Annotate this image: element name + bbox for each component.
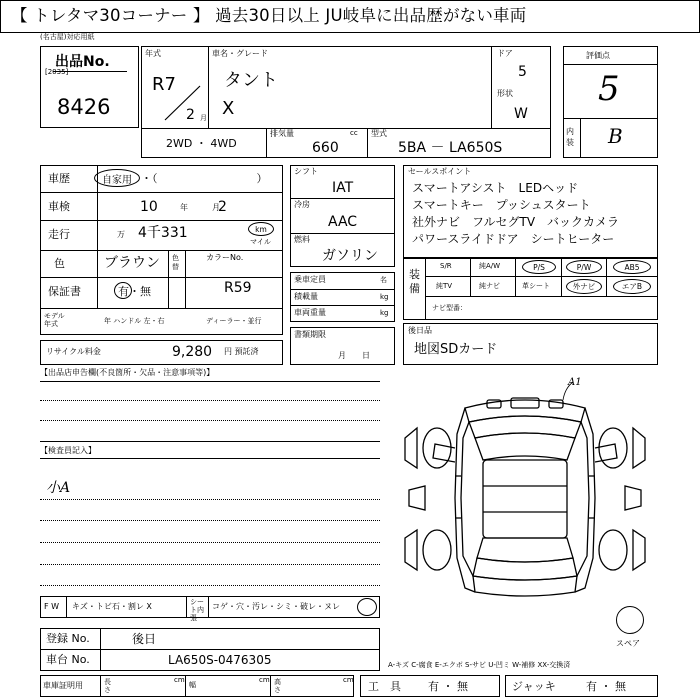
year-month: 2: [186, 107, 195, 123]
spare-label: スペア: [616, 639, 640, 648]
sales-line: スマートキー プッシュスタート: [412, 198, 591, 212]
fw-label: F W: [44, 602, 60, 611]
year-label: 年式: [145, 49, 161, 58]
weight-unit: kg: [380, 309, 389, 317]
handle-label: 年 ハンドル 左・右: [104, 317, 165, 325]
history-circle: [94, 169, 140, 187]
equip-ab: AB5: [624, 262, 640, 272]
equip-ps: P/S: [533, 262, 545, 272]
top-banner: [0, 0, 700, 33]
diagram-mark: A1: [568, 377, 582, 388]
score-value: 5: [598, 69, 620, 109]
lot-box: [40, 46, 139, 128]
interior-value: B: [608, 124, 623, 148]
fuel-label: 燃料: [294, 235, 310, 244]
seat-mark-circle: [357, 598, 377, 616]
shape-label: 形状: [497, 89, 513, 98]
history-label: 車歴: [48, 172, 70, 185]
equip-ps-circle: [522, 260, 556, 274]
spare-circle: [616, 606, 644, 634]
car-diagram: [395, 378, 655, 610]
dealer-label: ディーラー・並行: [206, 317, 262, 325]
model-code: 5BA － LA650S: [398, 140, 503, 156]
km-circle: [248, 222, 274, 236]
lot-number: 8426: [57, 95, 111, 119]
inspection-month: 2: [218, 199, 227, 215]
lot-label: 出品No.: [55, 54, 110, 70]
cc-unit: cc: [350, 129, 358, 137]
equip-aw: 純A/W: [479, 262, 501, 270]
banner-text: 【 トレタマ30コーナー 】 過去30日以上 JU岐阜に出品歴がない車両: [11, 6, 527, 25]
ac-label: 冷房: [294, 200, 310, 209]
car-name: タント: [224, 70, 278, 91]
ac-value: AAC: [328, 214, 358, 230]
equip-airb-circle: [613, 279, 651, 294]
later-label: 後日品: [408, 326, 432, 335]
interior-label: 内装: [566, 127, 574, 147]
length-label: 長さ: [104, 678, 111, 694]
equip-airb: エアB: [621, 282, 643, 291]
month-unit: 月: [200, 114, 207, 122]
model-label: 型式: [371, 129, 387, 138]
expiry-units: 月 日: [338, 351, 370, 360]
drive-type: 2WD ・ 4WD: [166, 137, 237, 150]
expiry-label: 書類期限: [294, 330, 326, 339]
load-unit: kg: [380, 293, 389, 301]
warranty-label: 保証書: [48, 285, 81, 298]
equip-extnavi-circle: [566, 279, 602, 294]
mileage-label: 走行: [48, 228, 70, 241]
equip-pw: P/W: [576, 262, 592, 272]
shift-label: シフト: [294, 167, 318, 176]
tools-label: 工 具: [368, 680, 401, 693]
sales-line: パワースライドドア シートヒーター: [412, 232, 615, 246]
equip-navi: 純ナビ: [479, 282, 500, 290]
disp-label: 排気量: [270, 129, 294, 138]
displacement-value: 660: [312, 140, 339, 156]
shift-value: IAT: [332, 180, 354, 196]
color-label: 色: [54, 257, 65, 270]
mileage-man: 万: [117, 230, 125, 239]
weight-label: 車両重量: [294, 308, 326, 317]
equip-tv: 純TV: [436, 282, 453, 290]
color-change-label: 色替: [172, 254, 179, 271]
inspection-units: 年 月: [180, 203, 220, 212]
width-label: 幅: [189, 681, 196, 689]
seller-notes-label: 【出品店申告欄(不良箇所・欠品・注意事項等)】: [40, 368, 215, 377]
later-value: 地図SDカード: [414, 342, 498, 357]
colorno-label: カラーNo.: [206, 253, 244, 262]
chassis-value: LA650S-0476305: [168, 653, 272, 667]
colorno-value: R59: [224, 280, 252, 296]
navi-model-label: ナビ型番：: [432, 304, 467, 312]
inspection-year: 10: [140, 199, 158, 215]
recycle-label: リサイクル料金: [46, 347, 101, 356]
inspector-note: 小A: [46, 480, 71, 496]
doors-value: 5: [518, 64, 527, 80]
name-label: 車名・グレード: [212, 49, 268, 58]
mileage-value: 4千331: [138, 225, 188, 241]
seat-label: シート内張: [190, 598, 204, 622]
tools-value: 有 ・ 無: [428, 680, 468, 693]
year-slash: [160, 82, 205, 124]
length-unit: cm: [174, 676, 185, 684]
equip-pw-circle: [566, 260, 602, 274]
history-rest: ・（ ）: [141, 172, 268, 185]
jack-value: 有 ・ 無: [586, 680, 626, 693]
equip-ab-circle: [613, 260, 651, 274]
capacity-unit: 名: [380, 276, 387, 284]
sales-label: セールスポイント: [408, 167, 472, 176]
equip-leather: 革シート: [522, 282, 550, 290]
color-value: ブラウン: [104, 255, 160, 271]
equipment-label: 装備: [409, 268, 420, 295]
form-subtitle: (名古屋)対応用紙: [40, 33, 95, 41]
width-unit: cm: [259, 676, 270, 684]
warranty-value: 有・無: [118, 285, 151, 298]
load-label: 積載量: [294, 292, 318, 301]
recycle-value: 9,280: [172, 344, 213, 360]
history-value: 自家用: [102, 174, 132, 186]
capacity-label: 乗車定員: [294, 275, 326, 284]
mile-unit: マイル: [250, 238, 271, 246]
damage-legend: A-キズ C-腐食 E-エクボ S-サビ U-凹ミ W-補修 XX-交換済: [388, 661, 571, 669]
reg-value: 後日: [132, 632, 157, 646]
fw-text: キズ・トビ石・割レ X: [72, 602, 152, 611]
chassis-label: 車台 No.: [46, 653, 90, 666]
year-era: R7: [152, 74, 176, 95]
inspection-label: 車検: [48, 200, 70, 213]
lot-small: [2035]: [45, 68, 69, 76]
equip-extnavi: 外ナビ: [572, 282, 596, 291]
inspector-label: 【検査員記入】: [40, 446, 96, 455]
jack-label: ジャッキ: [512, 680, 556, 693]
fuel-value: ガソリン: [322, 248, 378, 264]
height-unit: cm: [343, 676, 354, 684]
sales-line: 社外ナビ フルセグTV バックカメラ: [412, 215, 620, 229]
score-label: 評価点: [586, 51, 610, 60]
door-label: ドア: [497, 49, 513, 58]
car-grade: X: [222, 98, 235, 119]
reg-label: 登録 No.: [46, 632, 90, 645]
equip-sr: S/R: [440, 262, 452, 270]
height-label: 高さ: [274, 678, 281, 694]
sales-line: スマートアシスト LEDヘッド: [412, 181, 579, 195]
km-unit: km: [255, 224, 267, 234]
garage-cert-box: [40, 675, 354, 697]
cert-label: 車庫証明用: [43, 681, 83, 690]
model-year-label: モデル年式: [44, 312, 65, 328]
shape-value: W: [514, 106, 528, 122]
recycle-unit: 円 預託済: [224, 347, 259, 356]
seat-text: コゲ・穴・汚レ・シミ・破レ・ヌレ: [212, 602, 340, 611]
